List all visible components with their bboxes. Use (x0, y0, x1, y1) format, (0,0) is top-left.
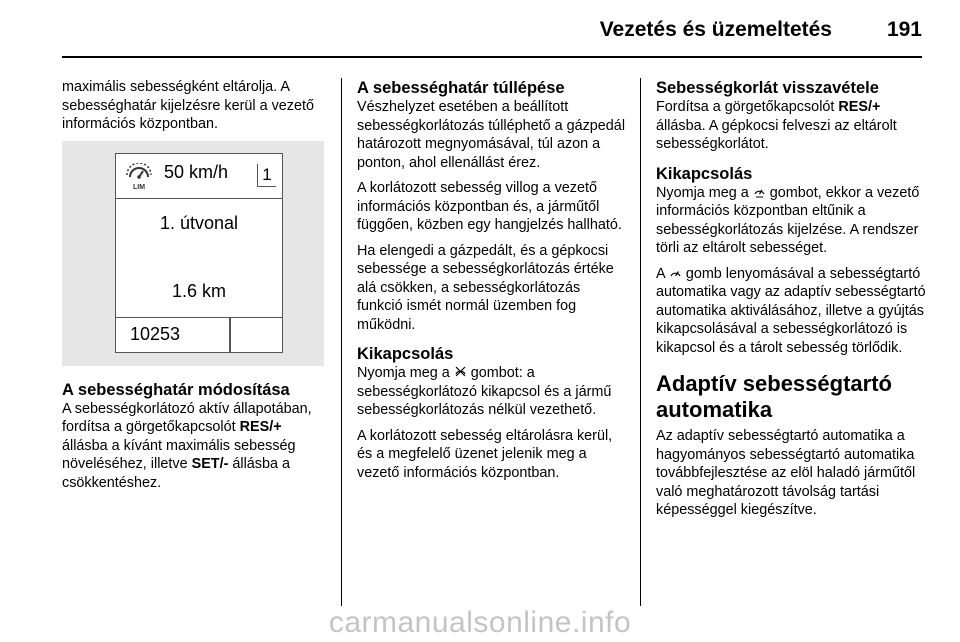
header-title: Vezetés és üzemeltetés (599, 18, 832, 41)
page-number: 191 (886, 18, 922, 41)
lim-label: LIM (132, 183, 146, 191)
acc-paragraph: Az adaptív sebességtartó automatika a hagyományos sebességtartó automatika továbbfejlesztése az elöl haladó járműtől való meghatározott távolság tartási képességgel kiegészítve. (656, 428, 916, 518)
exceed-paragraph-1: Vészhelyzet esetében a beállított sebességkorlátozás túlléphető a gázpedál határozott megnyomásával, túl azon a ponton, ahol ellenállást érez. (357, 99, 626, 171)
heading-switch-off: Kikapcsolás (357, 345, 454, 363)
heading-modify-limit: A sebességhatár módosítása (62, 380, 290, 399)
speed-limiter-button-icon (753, 185, 766, 198)
page-indicator-digit: 1 (257, 164, 276, 187)
heading-switch-off: Kikapcsolás (656, 164, 753, 183)
restore-paragraph: Fordítsa a görgetőkapcsolót RES/+ állásba. A gépkocsi felveszi az eltárolt sebességkorlátot. (656, 99, 897, 152)
page-header (62, 0, 922, 58)
intro-paragraph: maximális sebességként eltárolja. A sebességhatár kijelzésre kerül a vezető információs központban. (62, 79, 314, 132)
modify-paragraph: A sebességkorlátozó aktív állapotában, fordítsa a görgetőkapcsolót RES/+ állásba a kívánt maximális sebesség növeléséhez, illetve SET/- állásba a csökkentéshez. (62, 400, 312, 491)
column-divider (341, 78, 342, 606)
route-label: 1. útvonal (159, 212, 239, 233)
display-top-row (116, 154, 282, 199)
distance-value: 1.6 km (171, 280, 227, 301)
display-separator (229, 318, 231, 353)
heading-restore-limit: Sebességkorlát visszavétele (656, 79, 879, 97)
exceed-paragraph-2: A korlátozott sebesség villog a vezető információs központban és, a járműtől függően, közben egy hangjelzés hallható. (357, 180, 622, 233)
column-2 (357, 78, 625, 489)
heading-adaptive-cruise-control: Adaptív sebességtartó automatika (656, 371, 892, 422)
driver-info-display-figure (62, 141, 324, 366)
column-divider (640, 78, 641, 606)
switch-off-paragraph-2: A gomb lenyomásával a sebességtartó automatika vagy az adaptív sebességtartó automatika aktiválásához, illetve a gyújtás kikapcsolásával a sebességkorlátozó is kikapcsol és a tárolt sebesség törlődik. (656, 265, 926, 356)
res-plus-label: RES/+ (838, 99, 881, 115)
cancel-button-icon (454, 365, 467, 378)
set-minus-label: SET/- (191, 456, 229, 472)
odometer-value: 10253 (130, 323, 181, 344)
switch-off-paragraph-1: Nyomja meg a gombot: a sebességkorlátozó kikapcsol és a jármű sebességkorlátozás nélkül vezethető. (357, 365, 612, 418)
exceed-paragraph-3: Ha elengedi a gázpedált, és a gépkocsi sebessége a sebességkorlátozás értéke alá csökken, a sebességkorlátozás funkció ismét normál üzemben fog működni. (357, 242, 614, 333)
cruise-control-button-icon (669, 266, 682, 279)
heading-exceed-limit: A sebességhatár túllépése (357, 79, 565, 97)
res-plus-label: RES/+ (239, 419, 282, 435)
column-1 (62, 78, 324, 499)
watermark: carmanualsonline.info (328, 606, 632, 639)
info-display-panel (115, 153, 283, 353)
limit-speed-value: 50 km/h (164, 161, 229, 182)
column-3 (656, 78, 926, 527)
display-bottom-row (116, 317, 282, 353)
switch-off-paragraph-2: A korlátozott sebesség eltárolásra kerül, és a megfelelő üzenet jelenik meg a vezető információs központban. (357, 427, 613, 481)
switch-off-paragraph-1: Nyomja meg a gombot, ekkor a vezető információs központban eltűnik a sebességkorlátozás kijelzése. A rendszer törli az eltárolt sebességet. (656, 184, 920, 256)
speed-limiter-icon (126, 163, 152, 191)
